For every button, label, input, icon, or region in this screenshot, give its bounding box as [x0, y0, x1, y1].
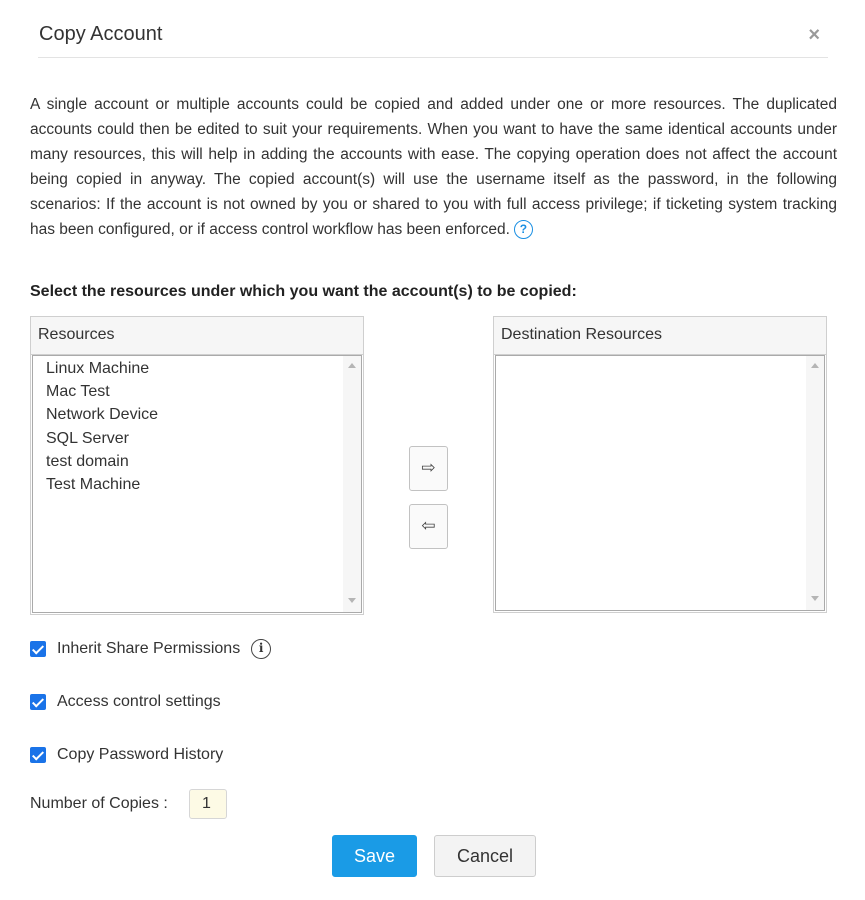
access-control-settings-label: Access control settings	[57, 693, 221, 710]
dialog-header	[38, 22, 828, 58]
list-item[interactable]: Test Machine	[46, 475, 141, 493]
copy-password-history-label: Copy Password History	[57, 746, 224, 763]
list-item[interactable]: Linux Machine	[46, 360, 150, 377]
scroll-up-icon[interactable]	[348, 363, 356, 368]
number-of-copies-label: Number of Copies :	[30, 795, 168, 812]
list-item[interactable]: SQL Server	[46, 429, 129, 447]
scroll-down-icon[interactable]	[348, 598, 356, 603]
list-item[interactable]: Network Device	[46, 406, 159, 424]
copy-password-history-option	[30, 744, 223, 766]
inherit-share-permissions-option	[30, 638, 271, 660]
access-control-settings-option	[30, 691, 221, 713]
resources-listbox[interactable]	[30, 316, 364, 615]
resources-header: Resources	[31, 317, 363, 355]
dialog-title: Copy Account	[39, 23, 163, 45]
resources-scrollbar[interactable]	[343, 356, 361, 612]
inherit-share-permissions-label: Inherit Share Permissions	[57, 640, 241, 657]
save-button[interactable]: Save	[332, 835, 417, 877]
inherit-share-permissions-checkbox[interactable]	[30, 641, 46, 657]
number-of-copies-input[interactable]	[189, 789, 227, 819]
info-icon[interactable]: i	[251, 639, 271, 659]
access-control-settings-checkbox[interactable]	[30, 694, 46, 710]
list-item[interactable]: Mac Test	[46, 383, 110, 401]
select-resources-label: Select the resources under which you want the account(s) to be copied:	[30, 283, 577, 300]
copy-password-history-checkbox[interactable]	[30, 747, 46, 763]
destination-listbox[interactable]	[493, 316, 827, 613]
destination-header: Destination Resources	[494, 317, 826, 355]
description-body: A single account or multiple accounts could be copied and added under one or more resources. The duplicated accounts could then be edited to suit your requirements. When you want to have the same identical accounts under many resources, this will help in adding the accounts with ease. The copying operation does not affect the account being copied in anyway. The copied account(s) will use the username itself as the password, in the following scenarios: If the account is not owned by you or shared to you with full access privilege; if ticketing system tracking has been configured, or if access control workflow has been enforced.	[30, 96, 837, 238]
description-text	[30, 92, 837, 242]
list-item[interactable]: test domain	[46, 452, 129, 470]
cancel-button[interactable]: Cancel	[434, 835, 536, 877]
scroll-down-icon[interactable]	[811, 596, 819, 601]
move-left-button[interactable]: ⇦	[409, 504, 448, 549]
resources-list-body[interactable]	[32, 355, 362, 613]
destination-scrollbar[interactable]	[806, 356, 824, 610]
destination-list-body[interactable]	[495, 355, 825, 611]
scroll-up-icon[interactable]	[811, 363, 819, 368]
close-icon[interactable]: ×	[808, 24, 820, 46]
move-right-button[interactable]: ⇨	[409, 446, 448, 491]
question-circle-icon[interactable]: ?	[514, 220, 533, 239]
